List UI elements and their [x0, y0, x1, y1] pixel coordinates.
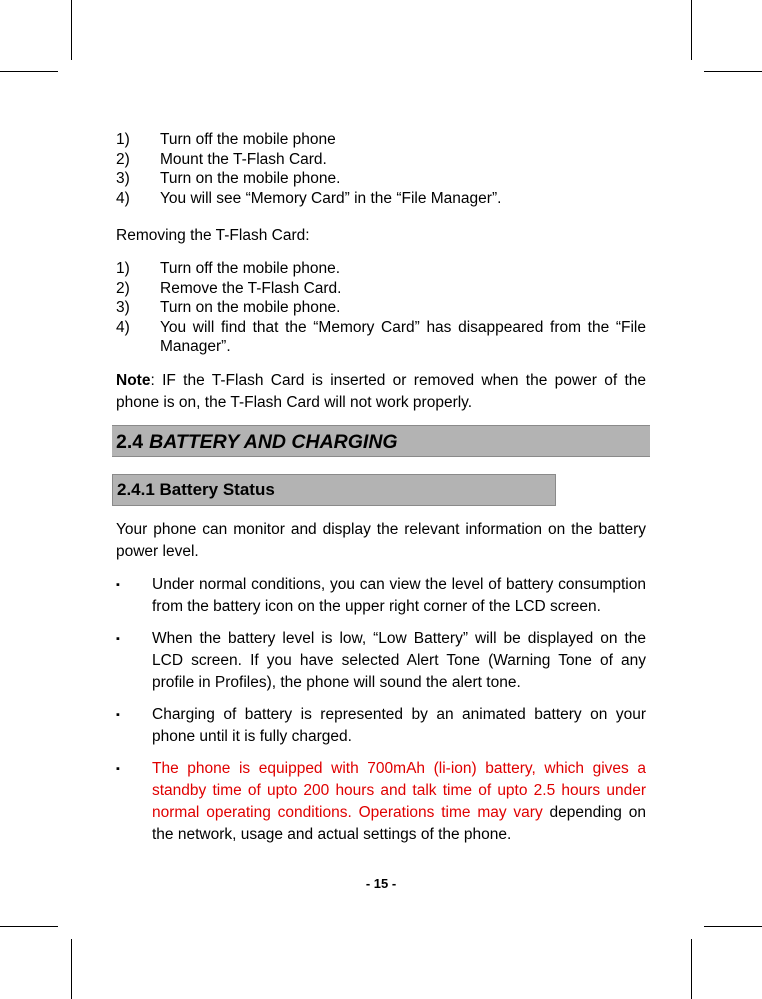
subsection-heading	[112, 474, 556, 506]
crop-mark-top-left-v	[71, 0, 72, 60]
battery-spec-rest: depending on the network, usage and actual settings of the phone.	[152, 804, 646, 843]
note-text: : IF the T-Flash Card is inserted or removed when the power of the phone is on, the T-Flash Card will not work properly.	[116, 371, 646, 411]
bullet-item	[116, 758, 646, 846]
section-number: 2.4	[116, 431, 144, 453]
page-number: - 15 -	[365, 876, 397, 891]
list-item: 4) You will find that the “Memory Card” has disappeared from the “File Manager”.	[116, 318, 646, 355]
battery-spec-highlight: The phone is equipped with 700mAh (li-ion) battery, which gives a standby time of upto 200 hours and talk time of upto 2.5 hours under normal operating conditions. Operations time may vary	[152, 760, 646, 821]
list-item: 4) You will see “Memory Card” in the “File Manager”.	[116, 189, 502, 207]
bullet-marker: ▪	[116, 709, 120, 721]
bullet-item: ▪ Under normal conditions, you can view the level of battery consumption from the battery icon on the upper right corner of the LCD screen.	[116, 574, 646, 618]
bullet-marker: ▪	[116, 763, 120, 775]
insert-steps-list	[116, 130, 646, 208]
page-body	[116, 130, 646, 414]
crop-mark-top-right-v	[691, 0, 692, 60]
section-title: BATTERY AND CHARGING	[149, 431, 398, 453]
bullet-item: ▪ Charging of battery is represented by an animated battery on your phone until it is fully charged.	[116, 704, 646, 748]
remove-steps-list	[116, 259, 646, 357]
bullet-marker: ▪	[116, 579, 120, 591]
note-paragraph	[116, 370, 646, 414]
crop-mark-bottom-left-v	[71, 939, 72, 999]
bullet-item: ▪ When the battery level is low, “Low Battery” will be displayed on the LCD screen. If you have selected Alert Tone (Warning Tone of any profile in Profiles), the phone will sound the alert tone.	[116, 628, 646, 694]
list-item: 1) Turn off the mobile phone.	[116, 260, 341, 277]
subsection-title: 2.4.1 Battery Status	[117, 480, 275, 499]
crop-mark-bottom-left-h	[0, 926, 58, 927]
list-item: 1) Turn off the mobile phone	[116, 131, 336, 148]
crop-mark-top-left-h	[0, 71, 58, 72]
removing-heading: Removing the T-Flash Card:	[116, 227, 310, 244]
section-heading	[112, 425, 650, 457]
list-item: 2) Mount the T-Flash Card.	[116, 150, 327, 168]
note-label: Note	[116, 371, 151, 389]
battery-bullet-list	[116, 574, 646, 856]
bullet-marker: ▪	[116, 633, 120, 645]
crop-mark-bottom-right-v	[691, 939, 692, 999]
list-item: 3) Turn on the mobile phone.	[116, 170, 341, 187]
list-item: 2) Remove the T-Flash Card.	[116, 279, 342, 297]
crop-mark-top-right-h	[704, 71, 762, 72]
intro-paragraph: Your phone can monitor and display the relevant information on the battery power level.	[116, 521, 646, 560]
list-item: 3) Turn on the mobile phone.	[116, 299, 341, 316]
crop-mark-bottom-right-h	[704, 926, 762, 927]
